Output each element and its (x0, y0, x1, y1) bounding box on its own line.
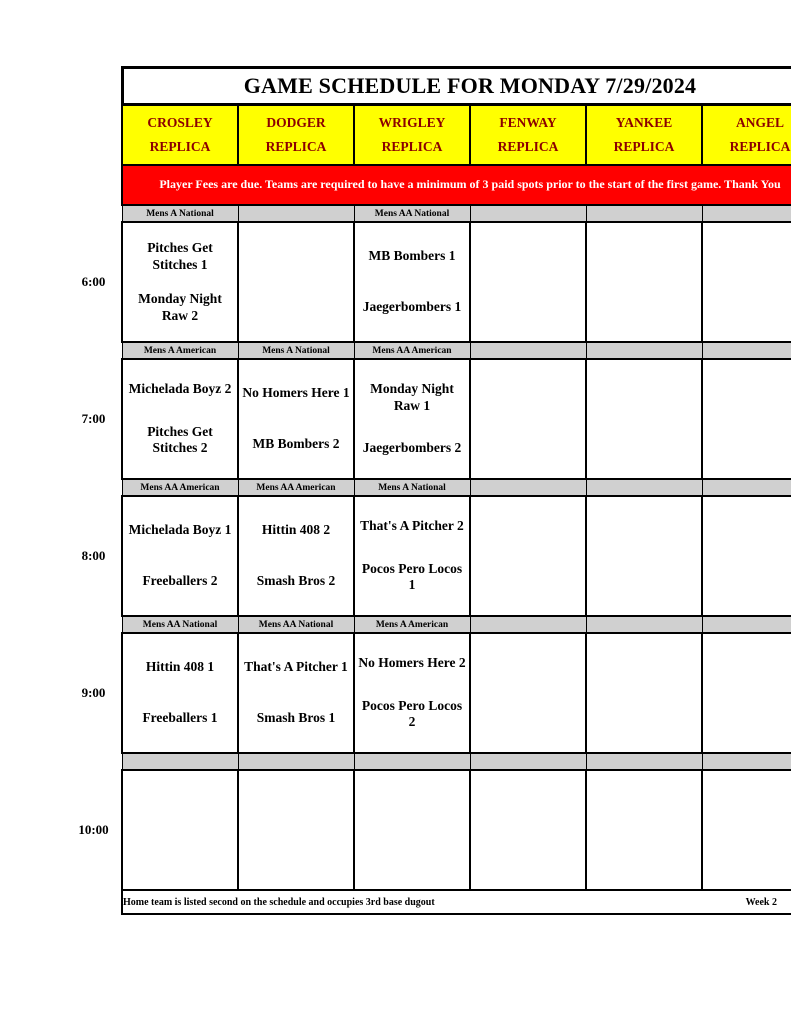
footer-note: Home team is listed second on the schedule and occupies 3rd base dugout (123, 896, 435, 908)
league-label: Mens AA American (238, 479, 354, 496)
game-matchup (239, 360, 353, 478)
game-matchup (471, 771, 585, 889)
home-team: Smash Bros 1 (256, 710, 336, 726)
game-matchup (355, 360, 469, 478)
title-row (66, 68, 791, 105)
game-matchup (123, 634, 237, 752)
game-cell[interactable] (354, 359, 470, 479)
schedule-container (66, 66, 791, 915)
field-header-row (66, 105, 791, 166)
field-subname: REPLICA (497, 139, 559, 154)
games-row (66, 770, 791, 890)
league-label (470, 753, 586, 770)
game-cell[interactable] (238, 359, 354, 479)
game-cell[interactable] (470, 359, 586, 479)
game-cell[interactable] (354, 770, 470, 890)
game-cell[interactable] (238, 633, 354, 753)
league-label (702, 753, 791, 770)
game-matchup (123, 223, 237, 341)
field-header-crosley (122, 105, 238, 166)
time-slot-label: 6:00 (66, 222, 122, 342)
field-header-angel (702, 105, 791, 166)
game-matchup (123, 497, 237, 615)
game-matchup (355, 771, 469, 889)
game-cell[interactable] (354, 496, 470, 616)
game-matchup (587, 360, 701, 478)
away-team: Pitches Get Stitches 1 (147, 240, 213, 272)
away-team: Monday Night Raw 1 (370, 381, 454, 413)
league-label (122, 753, 238, 770)
league-label (586, 342, 702, 359)
away-team: That's A Pitcher 1 (244, 659, 348, 675)
game-matchup (471, 634, 585, 752)
game-matchup (355, 223, 469, 341)
league-label: Mens A National (122, 205, 238, 222)
game-matchup (703, 634, 791, 752)
left-gutter (66, 105, 122, 166)
game-cell[interactable] (702, 633, 791, 753)
league-label (470, 479, 586, 496)
game-cell[interactable] (702, 770, 791, 890)
game-cell[interactable] (122, 633, 238, 753)
league-label (586, 205, 702, 222)
home-team: Jaegerbombers 2 (362, 440, 462, 456)
league-label (702, 479, 791, 496)
week-label: Week 2 (745, 896, 777, 908)
home-team: Freeballers 2 (142, 573, 218, 589)
game-cell[interactable] (122, 222, 238, 342)
game-matchup (703, 771, 791, 889)
game-cell[interactable] (586, 359, 702, 479)
field-name: DODGER (266, 115, 326, 131)
home-team: Smash Bros 2 (256, 573, 336, 589)
league-label (470, 616, 586, 633)
game-cell[interactable] (238, 770, 354, 890)
time-slot-label: 10:00 (66, 770, 122, 890)
game-matchup (703, 360, 791, 478)
home-team: Jaegerbombers 1 (362, 299, 462, 315)
game-matchup (239, 771, 353, 889)
league-label (586, 753, 702, 770)
game-cell[interactable] (470, 496, 586, 616)
game-matchup (239, 223, 353, 341)
game-matchup (703, 223, 791, 341)
league-row (66, 479, 791, 496)
field-name: ANGEL (735, 115, 784, 131)
league-label: Mens AA National (238, 616, 354, 633)
game-cell[interactable] (470, 633, 586, 753)
game-cell[interactable] (238, 496, 354, 616)
game-cell[interactable] (702, 496, 791, 616)
home-team: Freeballers 1 (142, 710, 218, 726)
game-matchup (239, 497, 353, 615)
league-row (66, 753, 791, 770)
games-row (66, 633, 791, 753)
game-cell[interactable] (122, 359, 238, 479)
game-matchup (471, 223, 585, 341)
field-name: FENWAY (499, 115, 557, 131)
game-cell[interactable] (238, 222, 354, 342)
away-team: No Homers Here 2 (358, 655, 466, 671)
game-cell[interactable] (354, 222, 470, 342)
field-name: CROSLEY (147, 115, 213, 131)
field-header-wrigley (354, 105, 470, 166)
game-matchup (587, 634, 701, 752)
game-matchup (587, 223, 701, 341)
league-label (470, 205, 586, 222)
away-team: That's A Pitcher 2 (360, 518, 464, 534)
home-team: Pitches Get Stitches 2 (147, 424, 213, 456)
game-cell[interactable] (586, 496, 702, 616)
game-matchup (587, 497, 701, 615)
league-label (702, 205, 791, 222)
away-team: Hittin 408 1 (145, 659, 215, 675)
game-cell[interactable] (122, 770, 238, 890)
league-label (470, 342, 586, 359)
game-cell[interactable] (586, 222, 702, 342)
home-team: Pocos Pero Locos 1 (361, 561, 463, 593)
game-matchup (587, 771, 701, 889)
game-cell[interactable] (122, 496, 238, 616)
game-cell[interactable] (702, 359, 791, 479)
league-label: Mens A American (122, 342, 238, 359)
league-label (586, 479, 702, 496)
field-header-yankee (586, 105, 702, 166)
league-label (586, 616, 702, 633)
page-title: GAME SCHEDULE FOR MONDAY 7/29/2024 (122, 68, 791, 105)
league-label (238, 753, 354, 770)
game-cell[interactable] (354, 633, 470, 753)
game-cell[interactable] (470, 222, 586, 342)
game-matchup (471, 497, 585, 615)
game-cell[interactable] (470, 770, 586, 890)
game-matchup (123, 771, 237, 889)
left-gutter (66, 165, 122, 205)
league-row (66, 205, 791, 222)
left-gutter (66, 342, 122, 359)
field-header-fenway (470, 105, 586, 166)
league-row (66, 616, 791, 633)
field-subname: REPLICA (381, 139, 443, 154)
time-slot-label: 9:00 (66, 633, 122, 753)
time-slot-label: 8:00 (66, 496, 122, 616)
game-matchup (355, 634, 469, 752)
game-schedule-table (66, 66, 791, 915)
left-gutter (66, 205, 122, 222)
left-gutter (66, 753, 122, 770)
left-gutter (66, 68, 122, 105)
games-row (66, 359, 791, 479)
away-team: Michelada Boyz 1 (128, 522, 232, 538)
away-team: Hittin 408 2 (261, 522, 331, 538)
left-gutter (66, 890, 122, 914)
footer (122, 890, 791, 914)
game-matchup (239, 634, 353, 752)
league-label: Mens AA American (354, 342, 470, 359)
league-label (702, 616, 791, 633)
time-slot-label: 7:00 (66, 359, 122, 479)
league-label: Mens A National (354, 479, 470, 496)
footer-row (66, 890, 791, 914)
field-subname: REPLICA (149, 139, 211, 154)
player-fees-notice: Player Fees are due. Teams are required to have a minimum of 3 paid spots prior to the start of the first game. Thank You (122, 165, 791, 205)
away-team: MB Bombers 1 (368, 248, 456, 264)
league-label (702, 342, 791, 359)
left-gutter (66, 479, 122, 496)
field-name: YANKEE (615, 115, 673, 131)
field-subname: REPLICA (265, 139, 327, 154)
home-team: Monday Night Raw 2 (138, 291, 222, 323)
field-subname: REPLICA (613, 139, 675, 154)
home-team: Pocos Pero Locos 2 (361, 698, 463, 730)
field-header-dodger (238, 105, 354, 166)
league-label: Mens A National (238, 342, 354, 359)
league-label: Mens AA National (354, 205, 470, 222)
league-label: Mens A American (354, 616, 470, 633)
game-matchup (355, 497, 469, 615)
league-label (238, 205, 354, 222)
left-gutter (66, 616, 122, 633)
field-subname: REPLICA (729, 139, 791, 154)
games-row (66, 496, 791, 616)
game-cell[interactable] (702, 222, 791, 342)
league-label: Mens AA American (122, 479, 238, 496)
game-matchup (703, 497, 791, 615)
game-cell[interactable] (586, 770, 702, 890)
away-team: Michelada Boyz 2 (128, 381, 232, 397)
game-matchup (471, 360, 585, 478)
league-label (354, 753, 470, 770)
field-name: WRIGLEY (378, 115, 446, 131)
league-row (66, 342, 791, 359)
away-team: No Homers Here 1 (242, 385, 350, 401)
league-label: Mens AA National (122, 616, 238, 633)
notice-row (66, 165, 791, 205)
games-row (66, 222, 791, 342)
home-team: MB Bombers 2 (252, 436, 340, 452)
game-matchup (123, 360, 237, 478)
game-cell[interactable] (586, 633, 702, 753)
